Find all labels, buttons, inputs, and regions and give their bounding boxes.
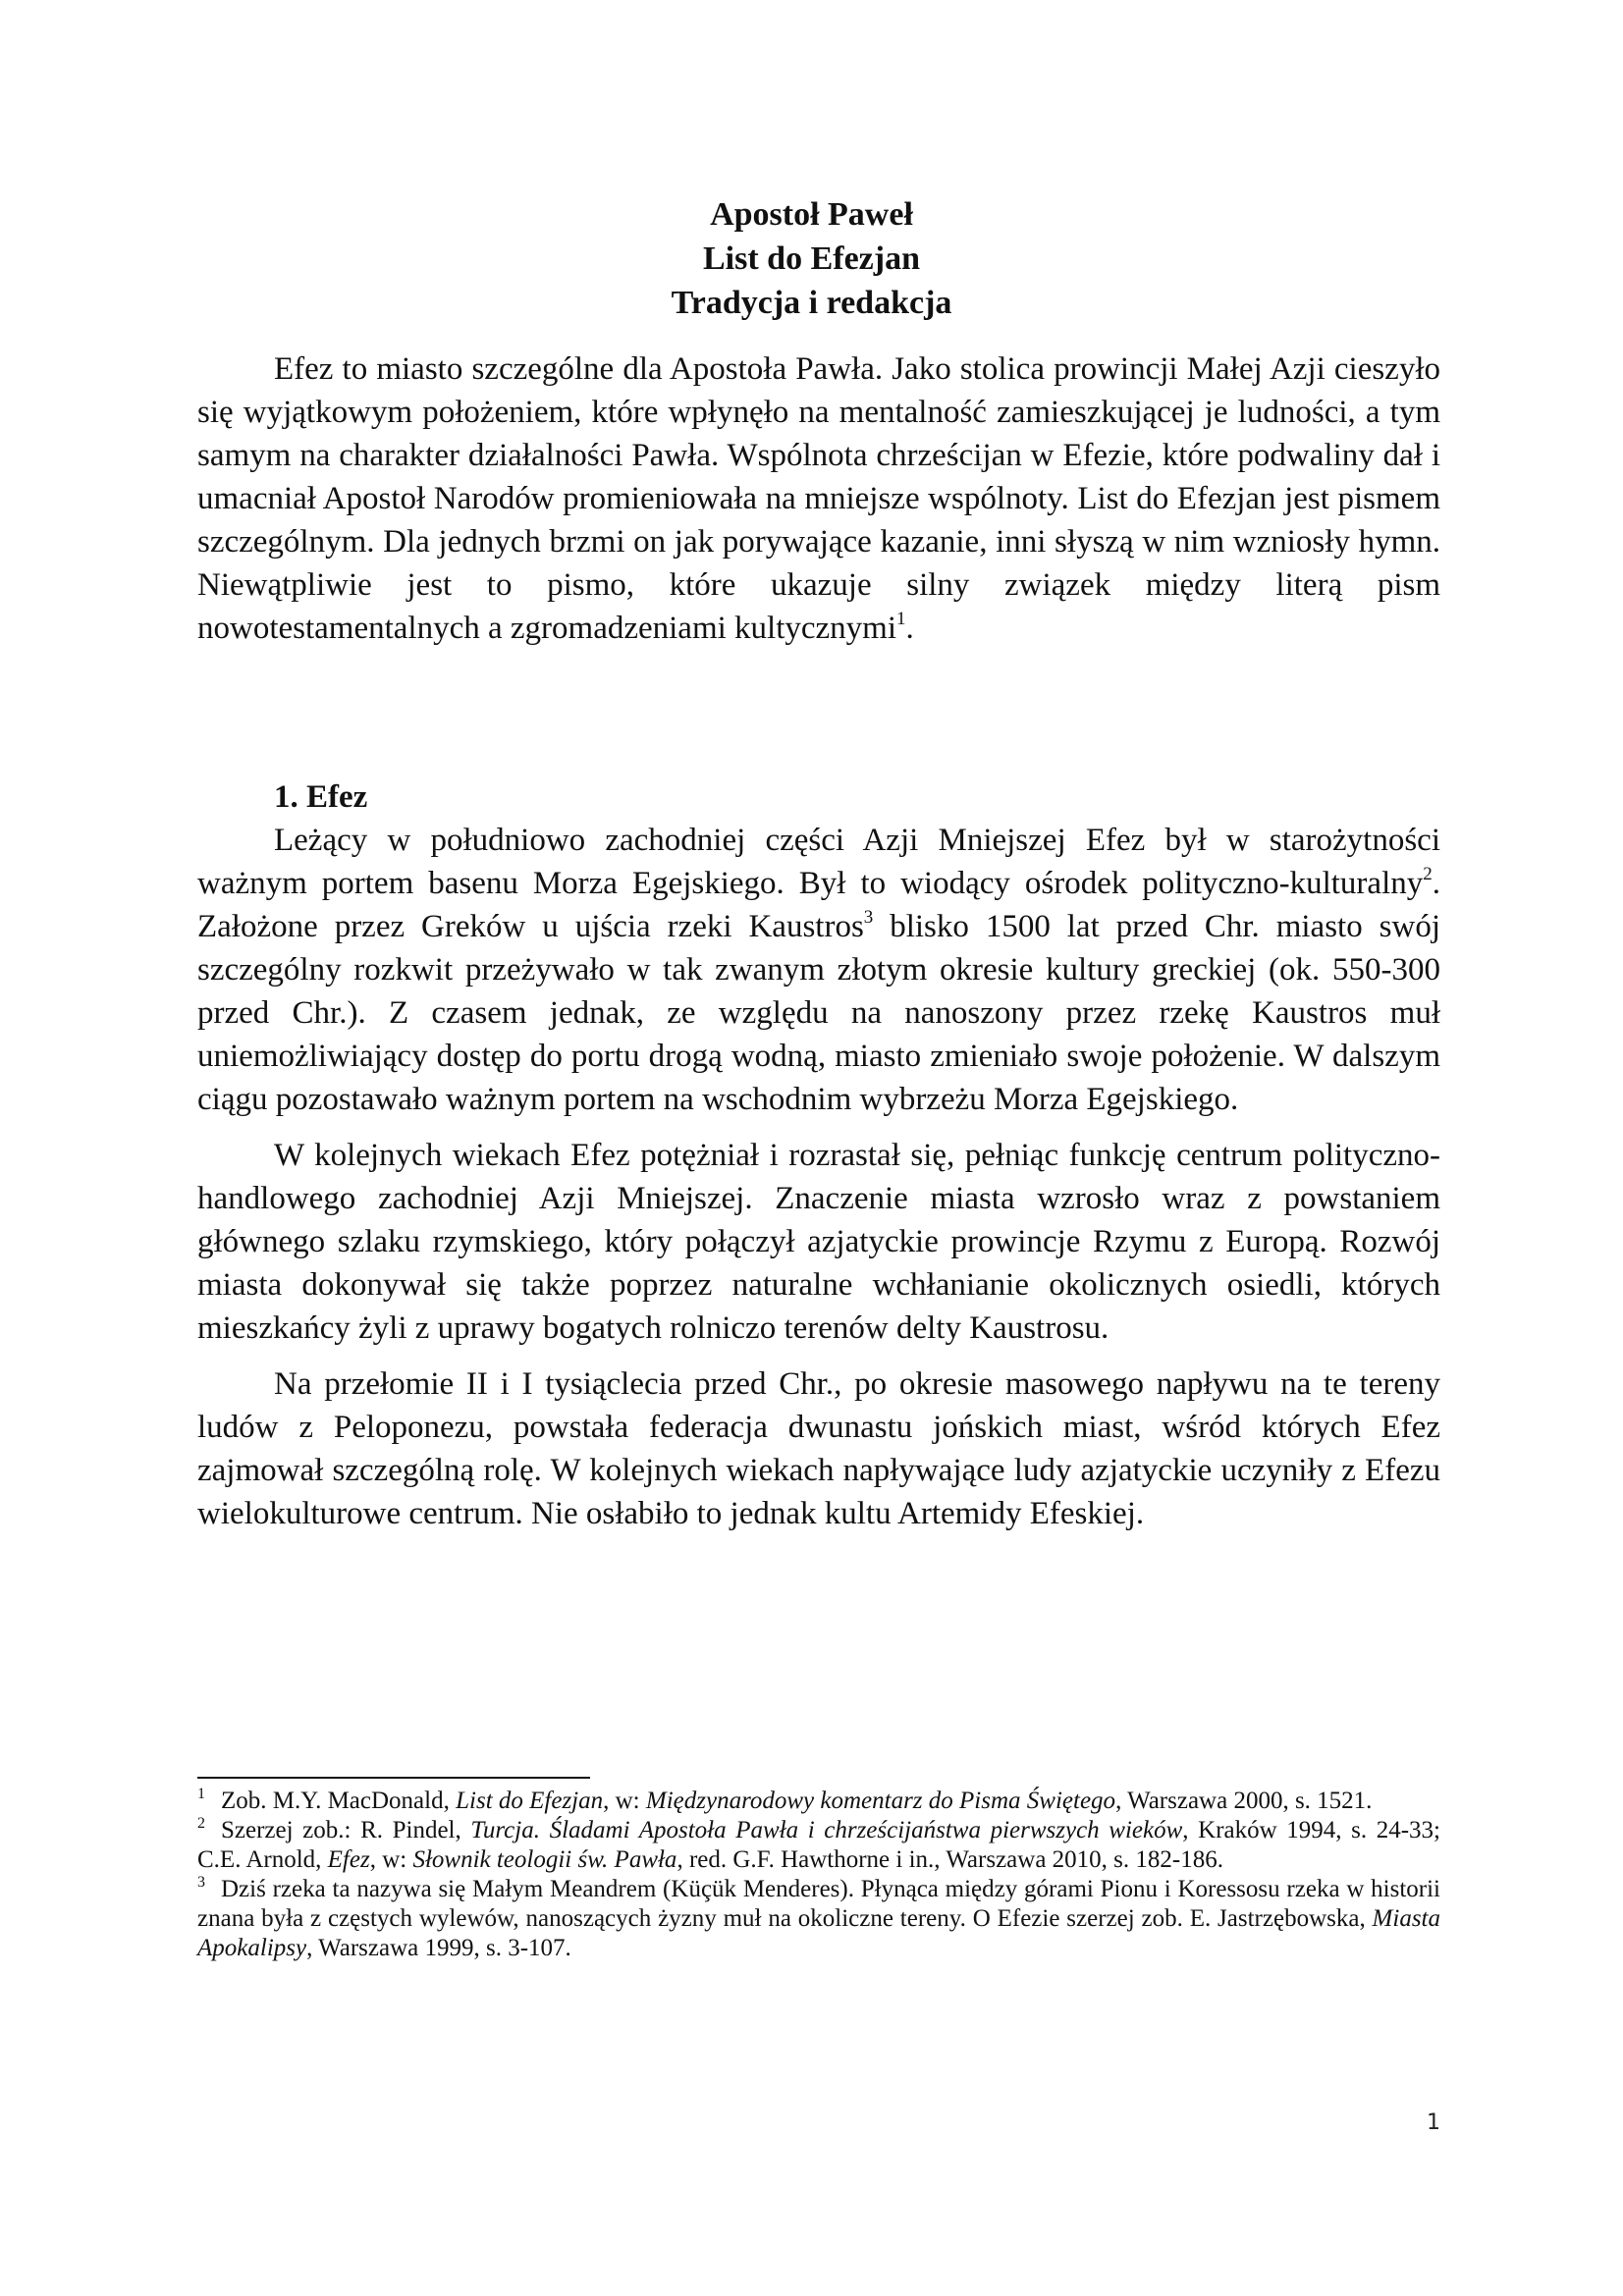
footnote-text: , w: bbox=[603, 1788, 646, 1814]
section-heading: 1. Efez bbox=[274, 779, 368, 815]
paragraph-text: . Założone przez Greków u ujścia rzeki Kaustros bbox=[197, 866, 1440, 944]
title-line-work: List do Efezjan bbox=[703, 240, 920, 277]
footnote-number: 2 bbox=[197, 1815, 205, 1832]
footnote-italic-title: Miasta Apokalipsy bbox=[197, 1905, 1440, 1961]
document-title bbox=[0, 192, 1623, 325]
footnote-text: , Warszawa 2000, s. 1521. bbox=[1115, 1788, 1373, 1814]
paragraph-text: Leżący w południowo zachodniej części Azji Mniejszej Efez był w starożytności ważnym portem basenu Morza Egejskiego. Był to wiodący ośrodek polityczno-kulturalny bbox=[197, 823, 1440, 901]
intro-paragraph-text: Efez to miasto szczególne dla Apostoła Pawła. Jako stolica prowincji Małej Azji cieszyło się wyjątkowym położeniem, które wpłynęło na mentalność zamieszkującej je ludności, a tym samym na charakter działalności Pawła. Wspólnota chrześcijan w Efezie, które podwaliny dał i umacniał Apostoł Narodów promieniowała na mniejsze wspólnoty. List do Efezjan jest pismem szczególnym. Dla jednych brzmi on jak porywające kazanie, inni słyszą w nim wzniosły hymn. Niewątpliwie jest to pismo, które ukazuje silny związek między literą pism nowotestamentalnych a zgromadzeniami kultycznymi bbox=[197, 351, 1440, 646]
title-line-subtitle: Tradycja i redakcja bbox=[671, 285, 952, 321]
footnote-italic-title: Efez bbox=[327, 1846, 370, 1873]
footnote-text: , w: bbox=[369, 1846, 413, 1873]
footnote-text: , Kraków 1994, s. 24-33; C.E. Arnold, bbox=[197, 1817, 1440, 1873]
footnote-number: 1 bbox=[197, 1786, 205, 1802]
footnote-italic-title: Turcja. Śladami Apostoła Pawła i chrześcijaństwa pierwszych wieków bbox=[470, 1817, 1183, 1843]
footnote-italic-title: Międzynarodowy komentarz do Pisma Świętego bbox=[645, 1788, 1116, 1814]
intro-section bbox=[197, 347, 1440, 650]
footnote-3 bbox=[197, 1875, 1440, 1963]
footnote-text: Zob. M.Y. MacDonald, bbox=[221, 1788, 457, 1814]
footnote-text: , Warszawa 1999, s. 3-107. bbox=[306, 1935, 571, 1961]
footnote-ref-1[interactable]: 1 bbox=[896, 609, 906, 629]
title-line-author: Apostoł Paweł bbox=[710, 196, 913, 233]
footnote-italic-title: Słownik teologii św. Pawła bbox=[412, 1846, 677, 1873]
footnote-text: Dziś rzeka ta nazywa się Małym Meandrem (Küçük Menderes). Płynąca między górami Pionu i Koressosu rzeka w historii znana była z częstych wylewów, nanoszących żyzny muł na okoliczne tereny. O Efezie szerzej zob. E. Jastrzębowska, bbox=[197, 1876, 1440, 1932]
footnote-text: Szerzej zob.: R. Pindel, bbox=[221, 1817, 471, 1843]
section-paragraph-1 bbox=[197, 819, 1440, 1121]
intro-paragraph bbox=[197, 347, 1440, 650]
section-paragraph-3: Na przełomie II i I tysiąclecia przed Chr., po okresie masowego napływu na te tereny ludów z Peloponezu, powstała federacja dwunastu jońskich miast, wśród których Efez zajmował szczególną rolę. W kolejnych wiekach napływające ludy azjatyckie uczyniły z Efezu wielokulturowe centrum. Nie osłabiło to jednak kultu Artemidy Efeskiej. bbox=[197, 1366, 1440, 1531]
footnote-1 bbox=[197, 1787, 1440, 1816]
footnotes bbox=[197, 1787, 1440, 1963]
section-paragraph-2: W kolejnych wiekach Efez potężniał i rozrastał się, pełniąc funkcję centrum polityczno-handlowego zachodniej Azji Mniejszej. Znaczenie miasta wzrosło wraz z powstaniem głównego szlaku rzymskiego, który połączył azjatyckie prowincje Rzymu z Europą. Rozwój miasta dokonywał się także poprzez naturalne wchłanianie okolicznych osiedli, których mieszkańcy żyli z uprawy bogatych rolniczo terenów delty Kaustrosu. bbox=[197, 1138, 1440, 1346]
paragraph-text: blisko 1500 lat przed Chr. miasto swój szczególny rozkwit przeżywało w tak zwanym złotym okresie kultury greckiej (ok. 550-300 przed Chr.). Z czasem jednak, ze względu na nanoszony przez rzekę Kaustros muł uniemożliwiający dostęp do portu drogą wodną, miasto zmieniało swoje położenie. W dalszym ciągu pozostawało ważnym portem na wschodnim wybrzeżu Morza Egejskiego. bbox=[197, 909, 1440, 1117]
footnote-number: 3 bbox=[197, 1874, 205, 1891]
intro-paragraph-tail: . bbox=[905, 611, 914, 646]
footnote-text: , red. G.F. Hawthorne i in., Warszawa 2010, s. 182-186. bbox=[676, 1846, 1223, 1873]
footnote-separator bbox=[197, 1777, 590, 1779]
section-efez bbox=[197, 775, 1440, 1535]
footnote-ref-2[interactable]: 2 bbox=[1423, 864, 1433, 884]
footnote-italic-title: List do Efezjan bbox=[456, 1788, 604, 1814]
footnote-ref-3[interactable]: 3 bbox=[863, 907, 874, 928]
footnote-2 bbox=[197, 1816, 1440, 1875]
page-number: 1 bbox=[1427, 2110, 1440, 2135]
